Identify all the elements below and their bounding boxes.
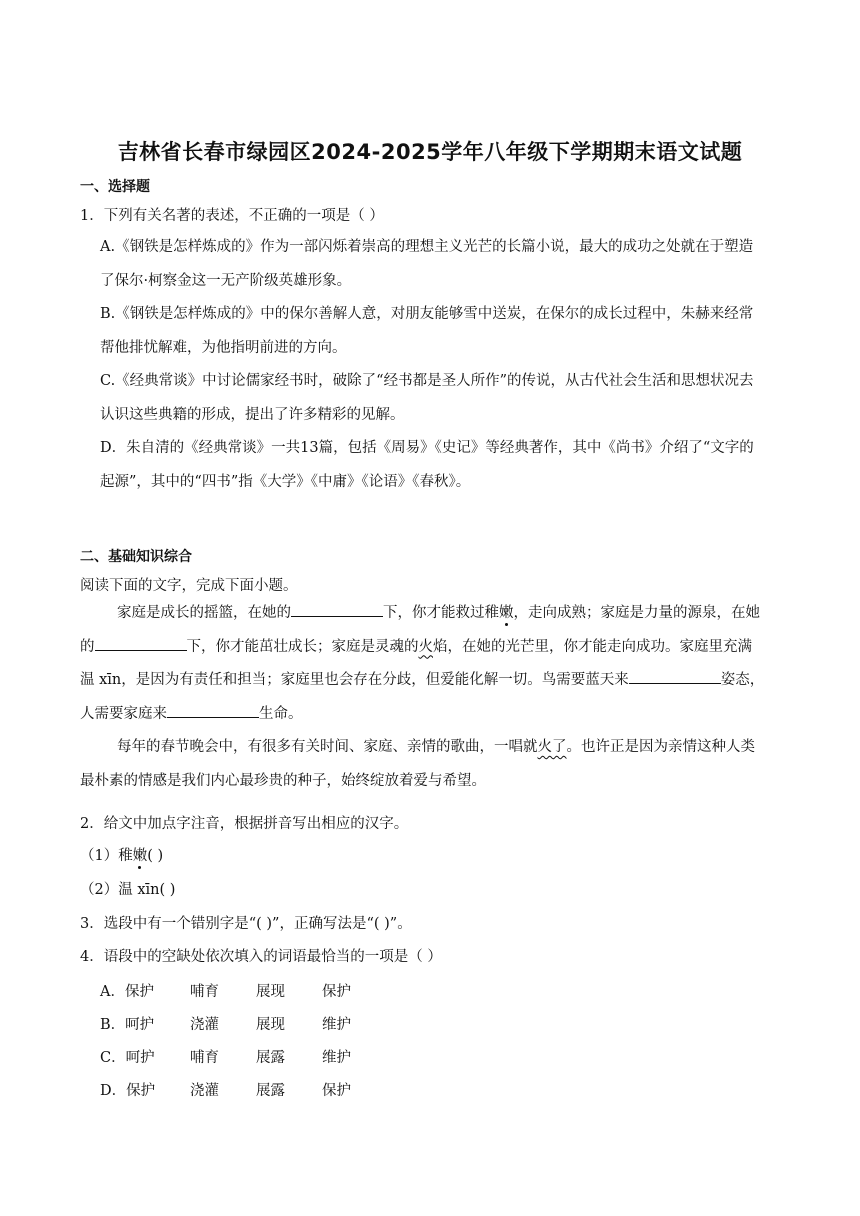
question-1-stem: 1．下列有关名著的表述，不正确的一项是（ ）: [80, 208, 384, 224]
wavy-underlined-char: 火: [418, 638, 433, 655]
question-1-option-c: [100, 364, 784, 432]
section-heading-basics: 二、基础知识综合: [80, 549, 192, 565]
fill-blank-3[interactable]: [629, 667, 721, 684]
question-4-option-b: B．呵护 浇灌 展现 维护: [100, 1017, 351, 1033]
passage-line-5: 每年的春节晚会中，有很多有关时间、家庭、亲情的歌曲，一唱就火了。也许正是因为亲情这种人类: [117, 739, 755, 755]
question-4-stem: 4．语段中的空缺处依次填入的词语最恰当的一项是（ ）: [80, 949, 442, 965]
option-b-line-1: B.《钢铁是怎样炼成的》中的保尔善解人意，对朋友能够雪中送炭，在保尔的成长过程中，朱赫来经常: [100, 306, 754, 322]
passage-line-1: 家庭是成长的摇篮，在她的 下，你才能救过稚嫩，走向成熟；家庭是力量的源泉，在她: [80, 597, 784, 631]
question-1-option-b: [100, 297, 784, 365]
option-a-line-2: 了保尔·柯察金这一无产阶级英雄形象。: [100, 273, 352, 289]
option-d-line-2: 起源”，其中的“四书”指《大学》《中庸》《论语》《春秋》。: [100, 474, 471, 490]
fill-blank-1[interactable]: [291, 600, 383, 617]
fill-blank-4[interactable]: [167, 701, 259, 718]
section-heading-choice: 一、选择题: [80, 179, 150, 195]
question-2-sub-1: （1）稚嫩( ): [80, 848, 164, 864]
passage-line-3: 温 xīn，是因为有责任和担当；家庭里也会存在分歧，但爱能化解一切。鸟需要蓝天来 姿态，: [80, 664, 784, 698]
question-2-sub-2: （2）温 xīn( ): [80, 882, 176, 898]
reading-passage: [80, 597, 784, 798]
option-a-line-1: A.《钢铁是怎样炼成的》作为一部闪烁着崇高的理想主义光芒的长篇小说，最大的成功之处就在于塑造: [100, 239, 754, 255]
answer-blank[interactable]: ( ): [147, 848, 164, 864]
reading-intro: 阅读下面的文字，完成下面小题。: [80, 578, 298, 594]
dotted-char: 嫩: [132, 848, 148, 864]
passage-line-4: 人需要家庭来 生命。: [80, 698, 784, 732]
question-3: 3．选段中有一个错别字是“( )”，正确写法是“( )”。: [80, 916, 412, 932]
question-1-option-d: [100, 431, 784, 499]
option-d-line-1: D．朱自清的《经典常谈》一共13篇，包括《周易》《史记》等经典著作，其中《尚书》介绍了“文字的: [100, 440, 754, 456]
option-c-line-2: 认识这些典籍的形成，提出了许多精彩的见解。: [100, 407, 405, 423]
fill-blank-2[interactable]: [95, 634, 187, 651]
question-1-option-a: [100, 230, 784, 298]
option-b-line-2: 帮他排忧解难，为他指明前进的方向。: [100, 340, 347, 356]
question-2-stem: 2．给文中加点字注音，根据拼音写出相应的汉字。: [80, 816, 409, 832]
page-title: 吉林省长春市绿园区2024-2025学年八年级下学期期末语文试题: [117, 140, 743, 164]
option-c-line-1: C.《经典常谈》中讨论儒家经书时，破除了“经书都是圣人所作”的传说，从古代社会生活和思想状况去: [100, 373, 754, 389]
question-4-option-c: C．呵护 哺育 展露 维护: [100, 1050, 351, 1066]
question-4-option-a: A．保护 哺育 展现 保护: [100, 984, 351, 1000]
dotted-char: 嫩: [499, 605, 514, 621]
passage-line-2: 的 下，你才能茁壮成长；家庭是灵魂的火焰，在她的光芒里，你才能走向成功。家庭里充满: [80, 631, 784, 665]
passage-line-6: 最朴素的情感是我们内心最珍贵的种子，始终绽放着爱与希望。: [80, 772, 486, 789]
question-4-option-d: D．保护 浇灌 展露 保护: [100, 1083, 351, 1099]
wavy-underlined-phrase: 火了: [537, 739, 567, 755]
